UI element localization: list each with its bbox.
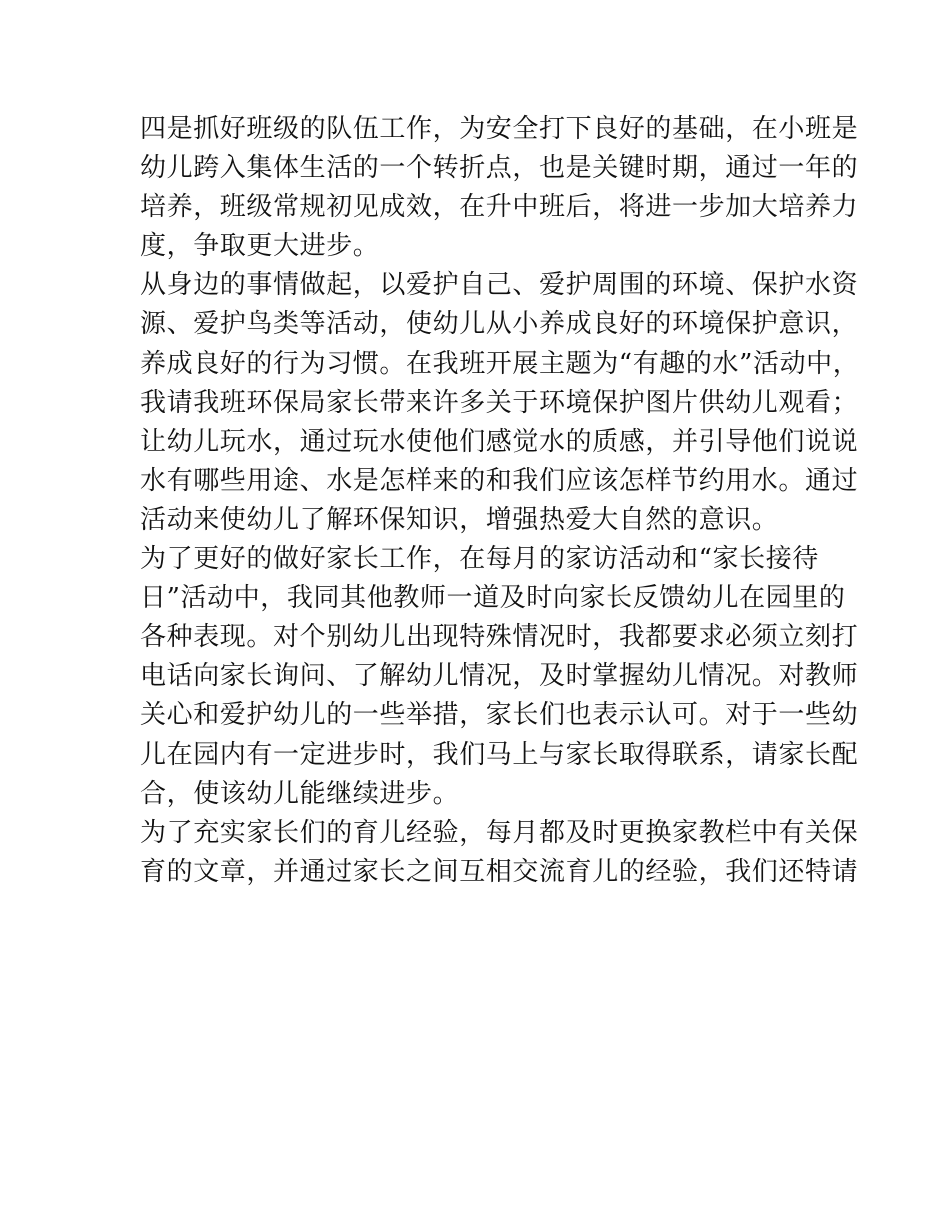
text-line: 育的文章，并通过家长之间互相交流育儿的经验，我们还特请 <box>140 856 859 887</box>
text-line: 从身边的事情做起，以爱护自己、爱护周围的环境、保护水资 <box>140 270 859 301</box>
text-line: 活动来使幼儿了解环保知识，增强热爱大自然的意识。 <box>140 504 779 535</box>
text-line: 关心和爱护幼儿的一些举措，家长们也表示认可。对于一些幼 <box>140 700 859 731</box>
text-line: 水有哪些用途、水是怎样来的和我们应该怎样节约用水。通过 <box>140 465 859 496</box>
text-line: 幼儿跨入集体生活的一个转折点，也是关键时期，通过一年的 <box>140 153 859 184</box>
text-line: 为了更好的做好家长工作，在每月的家访活动和“家长接待 <box>140 544 819 575</box>
text-line: 我请我班环保局家长带来许多关于环境保护图片供幼儿观看； <box>140 387 859 418</box>
text-line: 为了充实家长们的育儿经验，每月都及时更换家教栏中有关保 <box>140 817 859 848</box>
text-line: 让幼儿玩水，通过玩水使他们感觉水的质感，并引导他们说说 <box>140 426 859 457</box>
text-line: 各种表现。对个别幼儿出现特殊情况时，我都要求必须立刻打 <box>140 622 859 653</box>
text-line: 日”活动中，我同其他教师一道及时向家长反馈幼儿在园里的 <box>140 583 846 614</box>
text-line: 儿在园内有一定进步时，我们马上与家长取得联系，请家长配 <box>140 739 859 770</box>
text-line: 合，使该幼儿能继续进步。 <box>140 778 460 809</box>
text-line: 养成良好的行为习惯。在我班开展主题为“有趣的水”活动中， <box>140 348 860 379</box>
text-line: 培养，班级常规初见成效，在升中班后，将进一步加大培养力 <box>140 192 859 223</box>
body-text <box>140 110 860 892</box>
text-line: 源、爱护鸟类等活动，使幼儿从小养成良好的环境保护意识， <box>140 309 859 340</box>
text-line: 四是抓好班级的队伍工作，为安全打下良好的基础，在小班是 <box>140 114 859 144</box>
text-line: 电话向家长询问、了解幼儿情况，及时掌握幼儿情况。对教师 <box>140 661 859 692</box>
text-line: 度，争取更大进步。 <box>140 231 380 262</box>
